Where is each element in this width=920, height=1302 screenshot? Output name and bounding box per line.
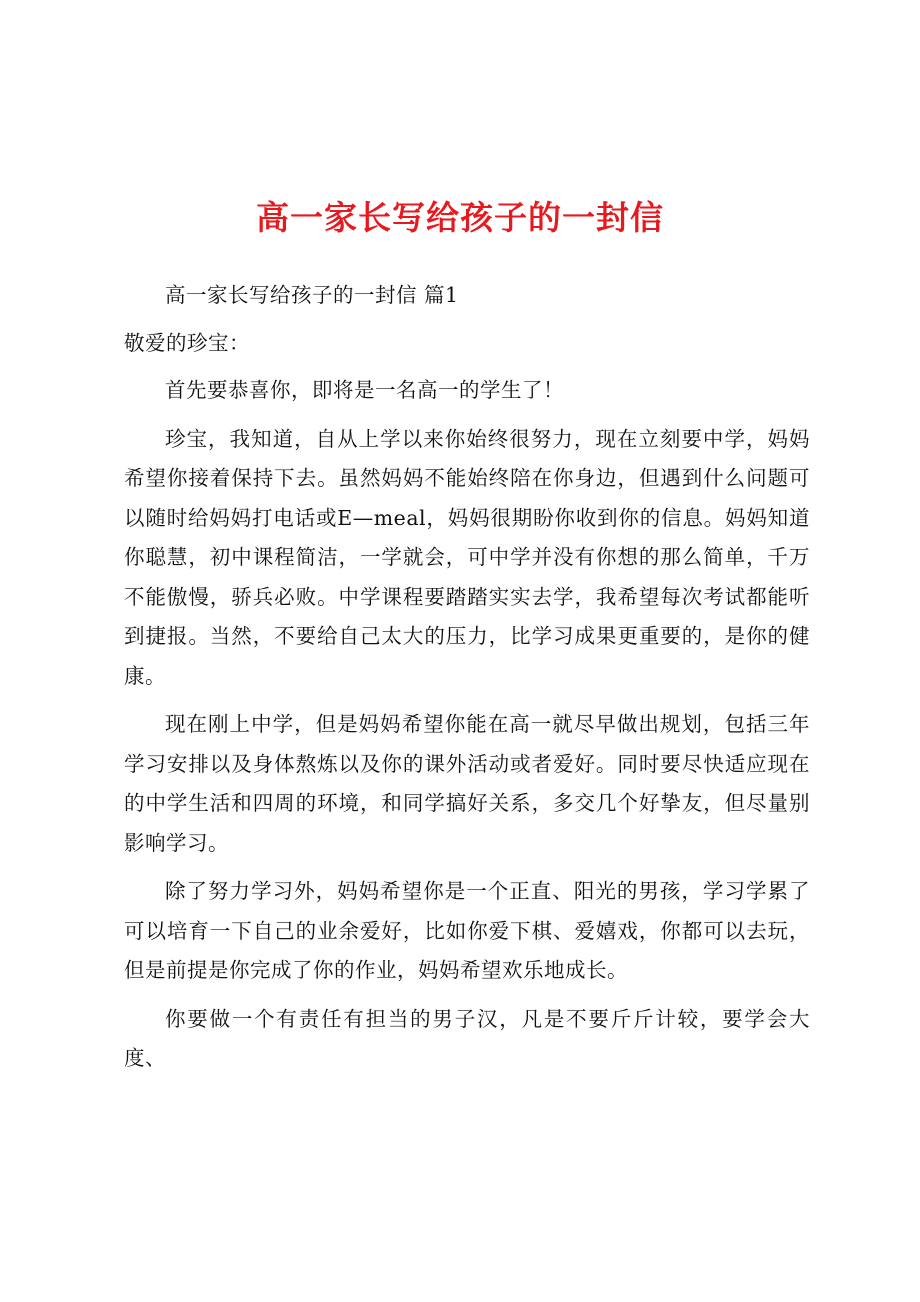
paragraph-2: 珍宝，我知道，自从上学以来你始终很努力，现在立刻要中学，妈妈希望你接着保持下去。虽然妈妈不能始终陪在你身边，但遇到什么问题可以随时给妈妈打电话或E—meal，妈妈很期盼你收到你的信息。妈妈知道你聪慧，初中课程简洁，一学就会，可中学并没有你想的那么简单，千万不能傲慢，骄兵必败。中学课程要踏踏实实去学，我希望每次考试都能听到捷报。当然，不要给自己太大的压力，比学习成果更重要的，是你的健康。 bbox=[124, 426, 810, 688]
document-title: 高一家长写给孩子的一封信 bbox=[256, 198, 664, 237]
paragraph-3: 现在刚上中学，但是妈妈希望你能在高一就尽早做出规划，包括三年学习安排以及身体熬炼以及你的课外活动或者爱好。同时要尽快适应现在的中学生活和四周的环境，和同学搞好关系，多交几个好挚友，但尽量别影响学习。 bbox=[124, 712, 810, 855]
paragraph-1: 首先要恭喜你，即将是一名高一的学生了！ bbox=[165, 378, 564, 402]
paragraph-4: 除了努力学习外，妈妈希望你是一个正直、阳光的男孩，学习学累了可以培育一下自己的业余爱好，比如你爱下棋、爱嬉戏，你都可以去玩，但是前提是你完成了你的作业，妈妈希望欢乐地成长。 bbox=[124, 879, 810, 982]
paragraph-5: 你要做一个有责任有担当的男子汉，凡是不要斤斤计较，要学会大度、 bbox=[124, 1006, 810, 1070]
letter-body bbox=[124, 276, 810, 1088]
letter-salutation: 敬爱的珍宝： bbox=[124, 330, 250, 355]
letter-subtitle: 高一家长写给孩子的一封信 篇1 bbox=[165, 283, 459, 307]
